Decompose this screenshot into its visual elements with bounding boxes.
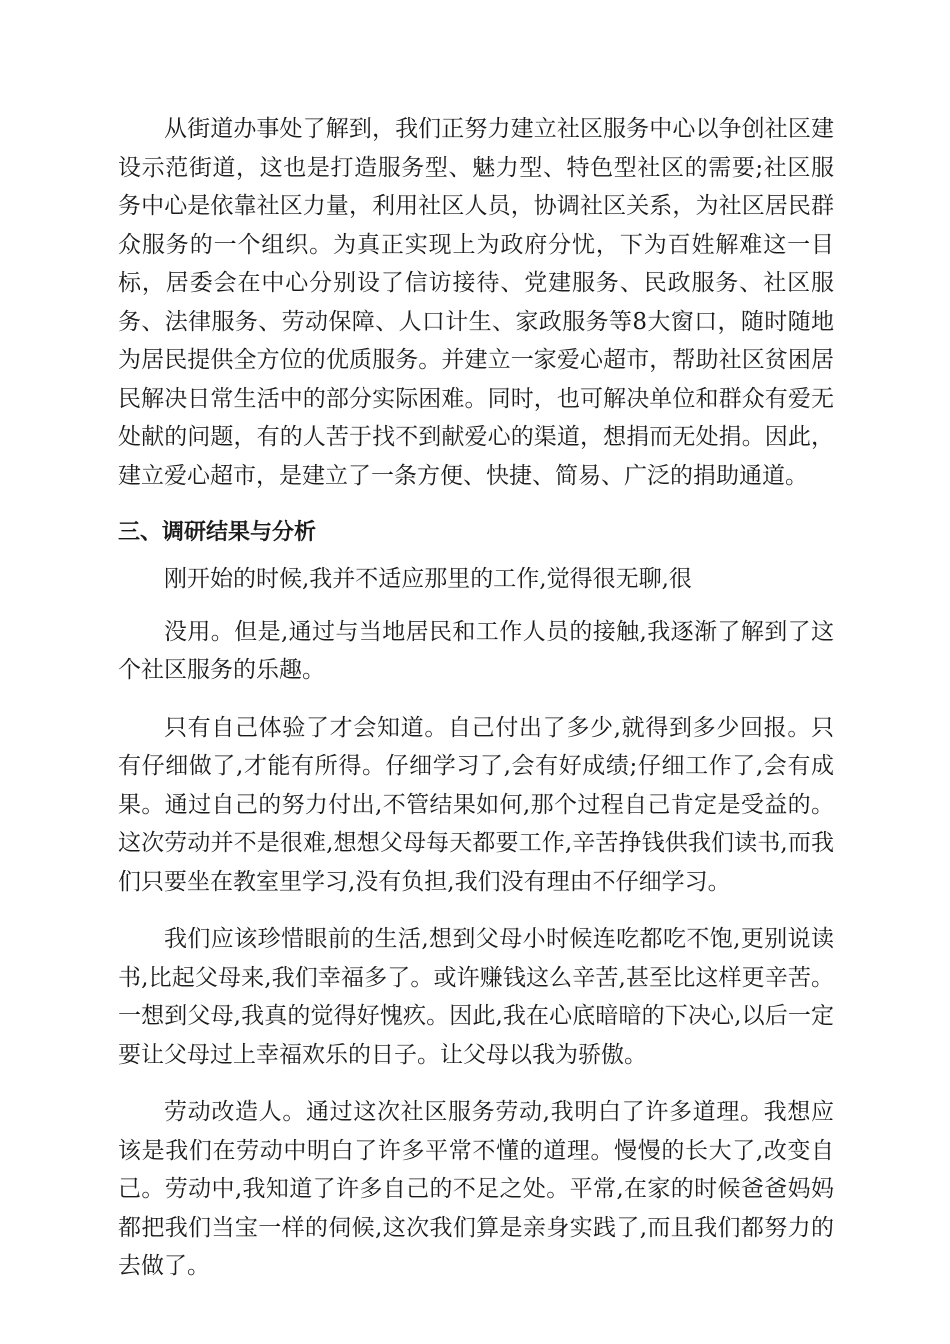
paragraph-beginning: 刚开始的时候,我并不适应那里的工作,觉得很无聊,很 [164, 566, 692, 592]
section-heading-results: 三、调研结果与分析 [118, 520, 317, 545]
paragraph-experience: 只有自己体验了才会知道。自己付出了多少,就得到多少回报。只有仔细做了,才能有所得。仔细学习了,会有好成绩;仔细工作了,会有成果。通过自己的努力付出,不管结果如何,那个过程自己肯定是受益的。这次劳动并不是很难,想想父母每天都要工作,辛苦挣钱供我们读书,而我们只要坐在教室里学习,没有负担,我们没有理由不仔细学习。 [118, 714, 834, 895]
paragraph-labor: 劳动改造人。通过这次社区服务劳动,我明白了许多道理。我想应该是我们在劳动中明白了许多平常不懂的道理。慢慢的长大了,改变自己。劳动中,我知道了许多自己的不足之处。平常,在家的时候爸爸妈妈都把我们当宝一样的伺候,这次我们算是亲身实践了,而且我们都努力的去做了。 [118, 1099, 834, 1279]
paragraph-street-office: 从街道办事处了解到，我们正努力建立社区服务中心以争创社区建设示范街道，这也是打造服务型、魅力型、特色型社区的需要;社区服务中心是依靠社区力量，利用社区人员，协调社区关系，为社区居民群众服务的一个组织。为真正实现上为政府分忧，下为百姓解难这一目标，居委会在中心分别设了信访接待、党建服务、民政服务、社区服务、法律服务、劳动保障、人口计生、家政服务等8大窗口，随时随地为居民提供全方位的优质服务。并建立一家爱心超市，帮助社区贫困居民解决日常生活中的部分实际困难。同时，也可解决单位和群众有爱无处献的问题，有的人苦于找不到献爱心的渠道，想捐而无处捐。因此，建立爱心超市，是建立了一条方便、快捷、简易、广泛的捐助通道。 [118, 116, 834, 489]
paragraph-cherish: 我们应该珍惜眼前的生活,想到父母小时候连吃都吃不饱,更别说读书,比起父母来,我们幸福多了。或许赚钱这么辛苦,甚至比这样更辛苦。一想到父母,我真的觉得好愧疚。因此,我在心底暗暗的下决心,以后一定要让父母过上幸福欢乐的日子。让父母以我为骄傲。 [118, 926, 834, 1068]
paragraph-useless: 没用。但是,通过与当地居民和工作人员的接触,我逐渐了解到了这个社区服务的乐趣。 [118, 618, 834, 683]
document-page [118, 110, 834, 1286]
